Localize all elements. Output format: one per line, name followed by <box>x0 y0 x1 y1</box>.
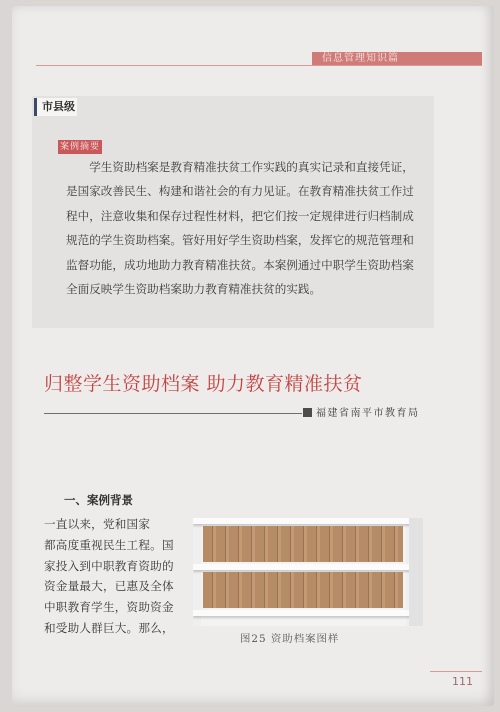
title-rule <box>44 413 302 414</box>
shelf-board <box>193 610 423 616</box>
archive-folders-row <box>203 572 403 608</box>
body-line: 和受助人群巨大。那么， <box>44 620 174 635</box>
shelf-board <box>193 518 423 524</box>
case-summary-label: 案例摘要 <box>59 142 100 152</box>
page-number: 111 <box>452 675 473 688</box>
section-heading: 一、案例背景 <box>64 493 133 507</box>
body-line: 家投入到中职教育资助的 <box>44 558 174 573</box>
page-number-rule <box>430 671 482 672</box>
level-tag: 市县级 <box>34 98 77 116</box>
shelf-board <box>193 564 423 570</box>
section-header-band <box>312 52 482 65</box>
body-line: 都高度重视民生工程。国 <box>44 537 174 552</box>
author-marker-icon <box>303 408 312 417</box>
case-summary-text: 学生资助档案是教育精准扶贫工作实践的真实记录和直接凭证，是国家改善民生、构建和谐社会的有力见证。在教育精准扶贫工作过程中，注意收集和保存过程性材料，把它们按一定规律进行归档制成规范的学生资助档案。管好用好学生资助档案，发挥它的规范管理和监督功能，成功地助力教育精准扶贫。本案例通过中职学生资助档案全面反映学生资助档案助力教育精准扶贫的实践。 <box>66 160 414 297</box>
body-line: 中职教育学生，资助资金 <box>44 600 174 615</box>
section-body <box>44 514 194 639</box>
article-author: 福建省南平市教育局 <box>316 408 420 419</box>
archive-folders-row <box>203 526 403 562</box>
section-header-label: 信息管理知识篇 <box>322 53 399 64</box>
shelf-side <box>409 518 423 626</box>
body-line: 资金量最大，已惠及全体 <box>44 579 174 594</box>
figure-caption: 图25 资助档案图样 <box>240 633 340 645</box>
archive-shelf-photo <box>193 518 423 626</box>
article-title: 归整学生资助档案 助力教育精准扶贫 <box>44 373 363 395</box>
header-divider <box>36 65 482 66</box>
body-line: 一直以来，党和国家 <box>44 517 151 531</box>
